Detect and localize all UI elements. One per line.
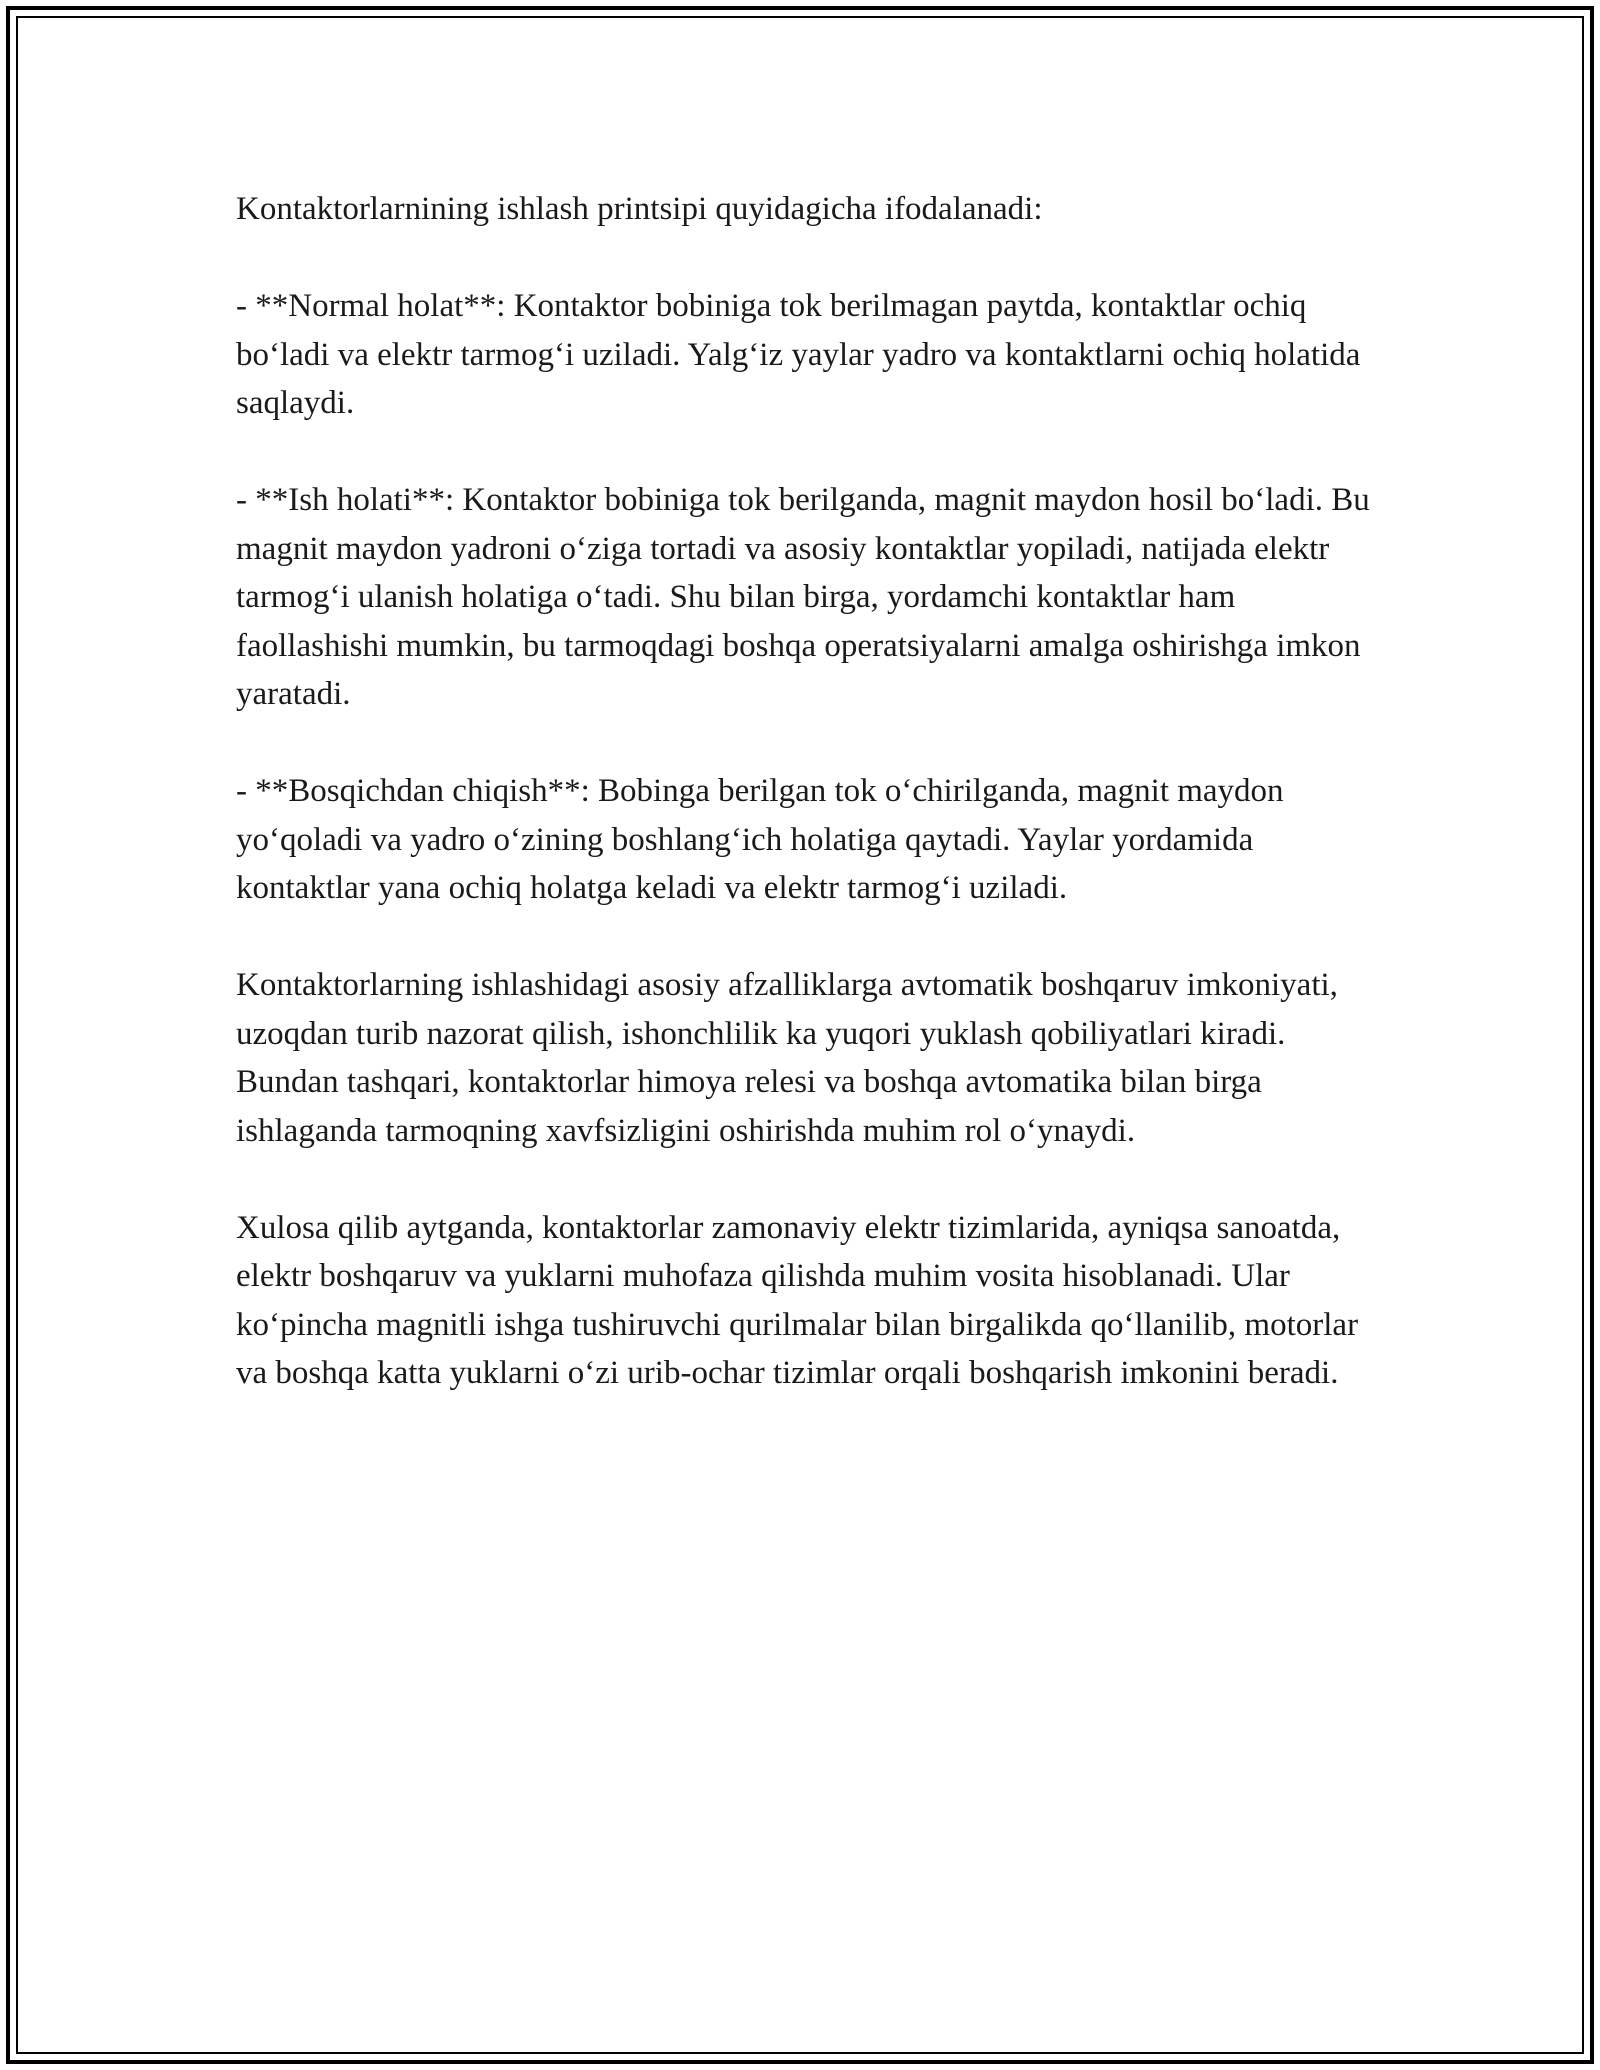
advantages-paragraph: Kontaktorlarning ishlashidagi asosiy afzalliklarga avtomatik boshqaruv imkoniyati, uzoqdan turib nazorat qilish, ishonchlilik ka yuqori yuklash qobiliyatlari kiradi. Bundan tashqari, kontaktorlar himoya relesi va boshqa avtomatika bilan birga ishlaganda tarmoqning xavfsizligini oshirishda muhim rol o‘ynaydi.: [236, 967, 1338, 1149]
normal-state-paragraph: - **Normal holat**: Kontaktor bobiniga tok berilmagan paytda, kontaktlar ochiq bo‘ladi va elektr tarmog‘i uziladi. Yalg‘iz yaylar yadro va kontaktlarni ochiq holatida saqlaydi.: [236, 288, 1361, 421]
release-state-paragraph: - **Bosqichdan chiqish**: Bobinga berilgan tok o‘chirilganda, magnit maydon yo‘qoladi va yadro o‘zining boshlang‘ich holatiga qaytadi. Yaylar yordamida kontaktlar yana ochiq holatga keladi va elektr tarmog‘i uziladi.: [236, 773, 1284, 906]
conclusion-paragraph: Xulosa qilib aytganda, kontaktorlar zamonaviy elektr tizimlarida, ayniqsa sanoatda, elektr boshqaruv va yuklarni muhofaza qilishda muhim vosita hisoblanadi. Ular ko‘pincha magnitli ishga tushiruvchi qurilmalar bilan birgalikda qo‘llanilib, motorlar va boshqa katta yuklarni o‘zi urib-ochar tizimlar orqali boshqarish imkonini beradi.: [236, 1209, 1359, 1391]
document-body: [236, 185, 1376, 1398]
intro-paragraph: Kontaktorlarnining ishlash printsipi quyidagicha ifodalanadi:: [236, 191, 1043, 227]
working-state-paragraph: - **Ish holati**: Kontaktor bobiniga tok berilganda, magnit maydon hosil bo‘ladi. Bu magnit maydon yadroni o‘ziga tortadi va asosiy kontaktlar yopiladi, natijada elektr tarmog‘i ulanish holatiga o‘tadi. Shu bilan birga, yordamchi kontaktlar ham faollashishi mumkin, bu tarmoqdagi boshqa operatsiyalarni amalga oshirishga imkon yaratadi.: [236, 482, 1370, 712]
